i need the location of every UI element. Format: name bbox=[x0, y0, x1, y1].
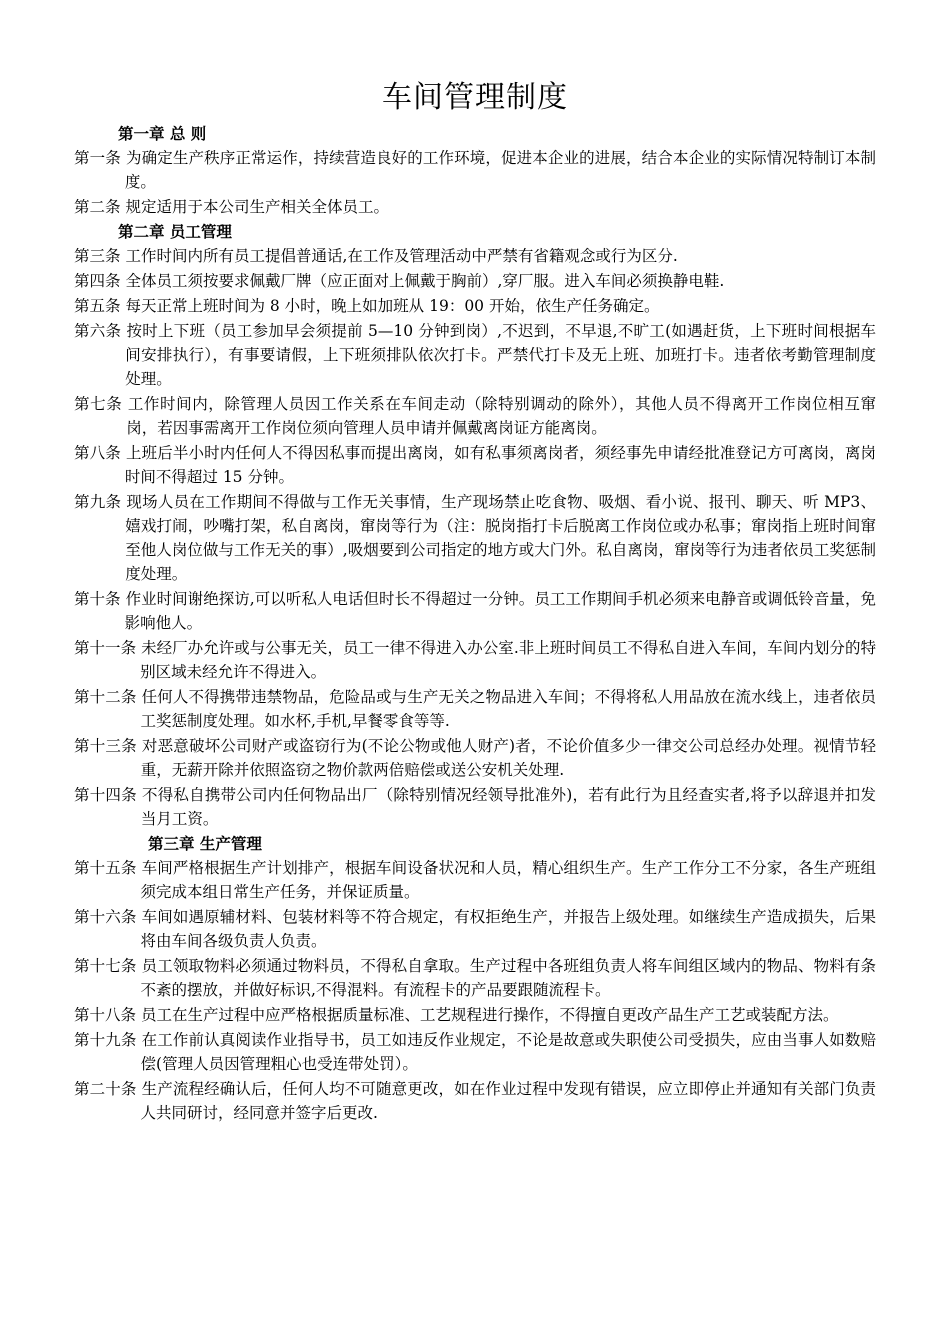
article-number: 第十二条 bbox=[74, 688, 137, 706]
article-number: 第十四条 bbox=[74, 786, 137, 804]
article-paragraph bbox=[74, 269, 876, 293]
article-text: 现场人员在工作期间不得做与工作无关事情，生产现场禁止吃食物、吸烟、看小说、报刊、聊天、听 MP3、嬉戏打闹，吵嘴打架，私自离岗，窜岗等行为（注：脱岗指打卡后脱离工作岗位或办私事；窜岗指上班时间窜至他人岗位做与工作无关的事）,吸烟要到公司指定的地方或大门外。私自离岗，窜岗等行为违者依员工奖惩制度处理。 bbox=[125, 493, 876, 583]
article-number: 第十六条 bbox=[74, 908, 137, 926]
article-text: 生产流程经确认后，任何人均不可随意更改，如在作业过程中发现有错误，应立即停止并通知有关部门负责人共同研讨，经同意并签字后更改. bbox=[140, 1080, 876, 1122]
article-text: 作业时间谢绝探访,可以听私人电话但时长不得超过一分钟。员工工作期间手机必须来电静音或调低铃音量，免影响他人。 bbox=[124, 590, 876, 632]
article-number: 第十一条 bbox=[74, 639, 137, 657]
article-number: 第十七条 bbox=[74, 957, 137, 975]
article-paragraph bbox=[74, 294, 876, 318]
article-number: 第四条 bbox=[74, 272, 121, 290]
article-text: 上班后半小时内任何人不得因私事而提出离岗，如有私事须离岗者，须经事先申请经批准登记方可离岗，离岗时间不得超过 15 分钟。 bbox=[124, 444, 876, 486]
article-paragraph bbox=[74, 954, 876, 1002]
article-text: 工作时间内，除管理人员因工作关系在车间走动（除特别调动的除外），其他人员不得离开工作岗位相互窜岗，若因事需离开工作岗位须向管理人员申请并佩戴离岗证方能离岗。 bbox=[126, 395, 876, 437]
article-text: 规定适用于本公司生产相关全体员工。 bbox=[125, 198, 389, 216]
article-text: 不得私自携带公司内任何物品出厂（除特别情况经领导批准外)，若有此行为且经查实者,将予以辞退并扣发当月工资。 bbox=[140, 786, 876, 828]
article-text: 按时上下班（员工参加早会须提前 5—10 分钟到岗）,不迟到，不早退,不旷工(如遇赶货，上下班时间根据车间安排执行），有事要请假，上下班须排队依次打卡。严禁代打卡及无上班、加班打卡。违者依考勤管理制度处理。 bbox=[125, 322, 876, 388]
article-paragraph bbox=[74, 856, 876, 904]
article-paragraph bbox=[74, 195, 876, 219]
article-number: 第九条 bbox=[74, 493, 122, 511]
chapter-heading: 第二章 员工管理 bbox=[118, 222, 232, 241]
article-paragraph bbox=[74, 392, 876, 440]
article-text: 在工作前认真阅读作业指导书，员工如违反作业规定，不论是故意或失职使公司受损失，应由当事人如数赔偿(管理人员因管理粗心也受连带处罚）。 bbox=[140, 1031, 876, 1073]
document-title: 车间管理制度 bbox=[382, 80, 568, 115]
article-number: 第七条 bbox=[74, 395, 123, 413]
article-number: 第二条 bbox=[74, 198, 121, 216]
article-text: 为确定生产秩序正常运作，持续营造良好的工作环境，促进本企业的进展，结合本企业的实际情况特制订本制度。 bbox=[124, 149, 876, 191]
article-number: 第一条 bbox=[74, 149, 121, 167]
article-text: 对恶意破坏公司财产或盗窃行为(不论公物或他人财产)者，不论价值多少一律交公司总经办处理。视情节轻重，无薪开除并依照盗窃之物价款两倍赔偿或送公安机关处理. bbox=[140, 737, 876, 779]
article-text: 员工在生产过程中应严格根据质量标准、工艺规程进行操作，不得擅自更改产品生产工艺或装配方法。 bbox=[140, 1006, 839, 1024]
article-number: 第十三条 bbox=[74, 737, 137, 755]
article-number: 第十五条 bbox=[74, 859, 137, 877]
article-text: 工作时间内所有员工提倡普通话,在工作及管理活动中严禁有省籍观念或行为区分. bbox=[125, 247, 678, 265]
article-text: 任何人不得携带违禁物品，危险品或与生产无关之物品进入车间；不得将私人用品放在流水线上，违者依员工奖惩制度处理。如水杯,手机,早餐零食等等. bbox=[140, 688, 876, 730]
article-number: 第八条 bbox=[74, 444, 121, 462]
article-number: 第十八条 bbox=[74, 1006, 137, 1024]
article-number: 第五条 bbox=[74, 297, 121, 315]
article-text: 员工领取物料必须通过物料员，不得私自拿取。生产过程中各班组负责人将车间组区域内的物品、物料有条不紊的摆放，并做好标识,不得混料。有流程卡的产品要跟随流程卡。 bbox=[140, 957, 876, 999]
article-paragraph bbox=[74, 685, 876, 733]
article-paragraph bbox=[74, 587, 876, 635]
article-number: 第三条 bbox=[74, 247, 121, 265]
chapter-heading: 第一章 总 则 bbox=[118, 124, 207, 143]
article-text: 未经厂办允许或与公事无关，员工一律不得进入办公室.非上班时间员工不得私自进入车间，车间内划分的特别区域未经允许不得进入。 bbox=[140, 639, 876, 681]
article-paragraph bbox=[74, 1028, 876, 1076]
article-paragraph bbox=[74, 783, 876, 831]
article-text: 车间严格根据生产计划排产，根据车间设备状况和人员，精心组织生产。生产工作分工不分家，各生产班组须完成本组日常生产任务，并保证质量。 bbox=[140, 859, 876, 901]
article-number: 第六条 bbox=[74, 322, 122, 340]
article-paragraph bbox=[74, 146, 876, 194]
article-paragraph bbox=[74, 441, 876, 489]
article-paragraph bbox=[74, 636, 876, 684]
article-text: 全体员工须按要求佩戴厂牌（应正面对上佩戴于胸前）,穿厂服。进入车间必须换静电鞋. bbox=[125, 272, 725, 290]
article-text: 每天正常上班时间为 8 小时，晚上如加班从 19：00 开始，依生产任务确定。 bbox=[125, 297, 660, 315]
article-paragraph bbox=[74, 490, 876, 586]
article-number: 第十条 bbox=[74, 590, 121, 608]
article-number: 第二十条 bbox=[74, 1080, 137, 1098]
article-paragraph bbox=[74, 1077, 876, 1125]
article-paragraph bbox=[74, 905, 876, 953]
article-paragraph bbox=[74, 1003, 876, 1027]
article-number: 第十九条 bbox=[74, 1031, 137, 1049]
article-paragraph bbox=[74, 734, 876, 782]
article-paragraph bbox=[74, 319, 876, 391]
article-paragraph bbox=[74, 244, 876, 268]
chapter-heading: 第三章 生产管理 bbox=[148, 834, 262, 853]
article-text: 车间如遇原辅材料、包装材料等不符合规定，有权拒绝生产，并报告上级处理。如继续生产造成损失，后果将由车间各级负责人负责。 bbox=[140, 908, 876, 950]
document-body bbox=[74, 122, 876, 1126]
